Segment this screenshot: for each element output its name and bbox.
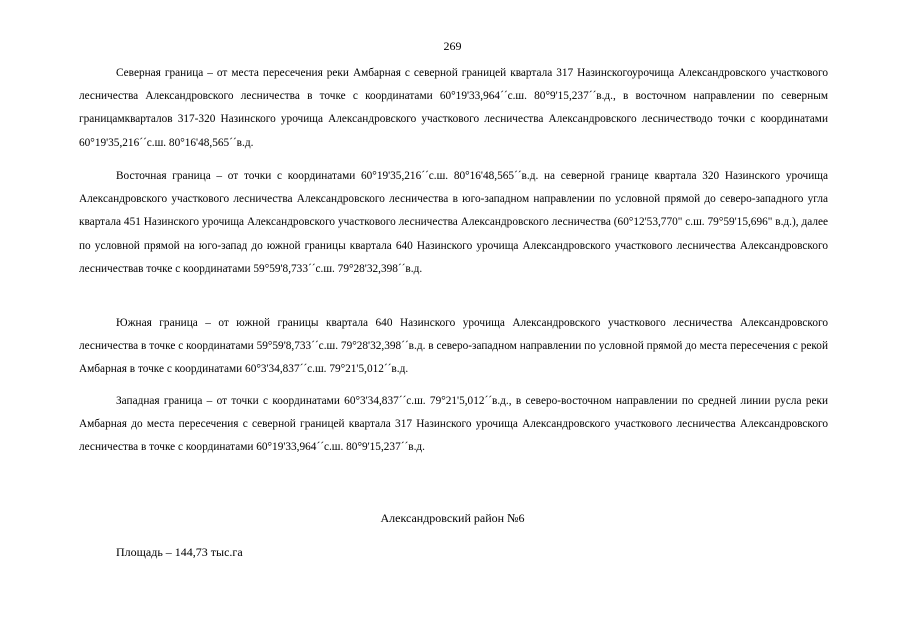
page-number: 269 [443,39,462,53]
north-boundary-paragraph: Северная граница – от места пересечения реки Амбарная с северной границей квартала 317 Назинскогоурочища Александровского участкового лесничества Александровского лесничества в точке с координатами 60°19'33,964´´с.ш. 80°9'15,237´´в.д., в восточном направлении по северным границамкварталов 317-320 Назинского урочища Александровского участкового лесничества Александровского лесничестводо точки с координатами 60°19'35,216´´с.ш. 80°16'48,565´´в.д. [79,67,828,149]
section-heading: Александровский район №6 [380,511,525,525]
area-line: Площадь – 144,73 тыс.га [116,545,243,559]
west-boundary-paragraph: Западная граница – от точки с координатами 60°3'34,837´´с.ш. 79°21'5,012´´в.д., в северо-восточном направлении по средней линии русла реки Амбарная до места пересечения с северной границей квартала 317 Назинского урочища Александровского участкового лесничества Александровского лесничества в точке с координатами 60°19'33,964´´с.ш. 80°9'15,237´´в.д. [79,395,828,454]
south-boundary-paragraph: Южная граница – от южной границы квартала 640 Назинского урочища Александровского участкового лесничества Александровского лесничества в точке с координатами 59°59'8,733´´с.ш. 79°28'32,398´´в.д. в северо-западном направлении по условной прямой до места пересечения с рекой Амбарная в точке с координатами 60°3'34,837´´с.ш. 79°21'5,012´´в.д. [79,317,828,376]
east-boundary-paragraph: Восточная граница – от точки с координатами 60°19'35,216´´с.ш. 80°16'48,565´´в.д. на северной границе квартала 320 Назинского урочища Александровского участкового лесничества Александровского лесничества в юго-западном направлении по условной прямой до северо-западного угла квартала 451 Назинского урочища Александровского участкового лесничества Александровского лесничества (60°12'53,770" с.ш. 79°59'15,696" в.д.), далее по условной прямой на юго-запад до южной границы квартала 640 Назинского урочища Александровского участкового лесничества Александровского лесничествав точке с координатами 59°59'8,733´´с.ш. 79°28'32,398´´в.д. [79,170,828,275]
